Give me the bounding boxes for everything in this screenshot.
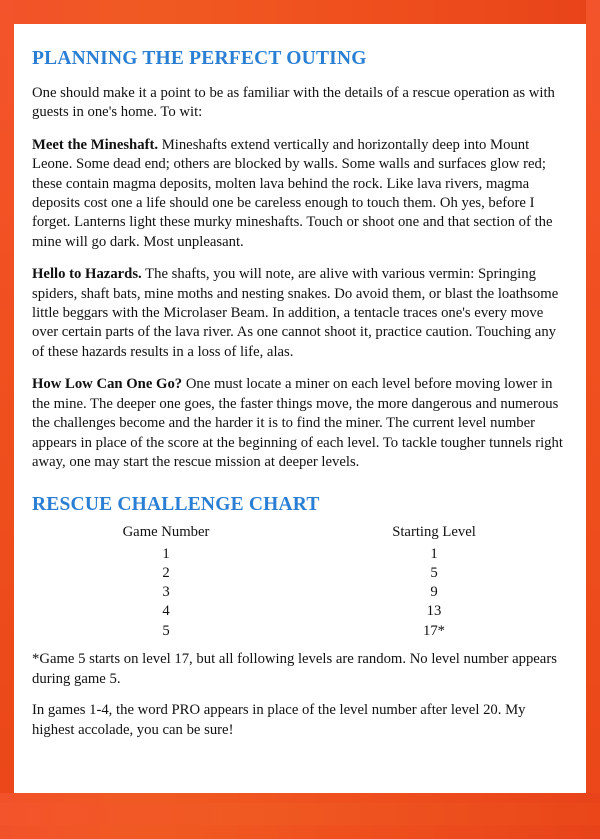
table-row <box>32 583 568 602</box>
cell-game-number: 5 <box>162 622 170 639</box>
table-footnote: *Game 5 starts on level 17, but all following levels are random. No level number appears during game 5. <box>32 651 557 687</box>
table-header <box>32 524 568 544</box>
cell-game-number: 1 <box>162 545 170 562</box>
table-header-row <box>32 524 568 544</box>
bottom-decorative-band <box>0 793 600 839</box>
top-decorative-band <box>0 0 600 24</box>
intro-paragraph: One should make it a point to be as familiar with the details of a rescue operation as with guests in one's home. To wit: <box>32 85 555 121</box>
paragraph-lead-how-low: How Low Can One Go? <box>32 376 183 393</box>
table-body <box>32 544 568 640</box>
table-row <box>32 621 568 640</box>
section-title-rescue-chart: RESCUE CHALLENGE CHART <box>32 494 320 516</box>
cell-game-number: 4 <box>162 603 170 620</box>
paragraph-hazards <box>32 265 568 362</box>
paragraph-lead-hazards: Hello to Hazards. <box>32 266 142 283</box>
rescue-challenge-table <box>32 524 568 640</box>
cell-starting-level: 17* <box>422 622 446 639</box>
cell-game-number: 2 <box>162 565 170 582</box>
bottom-decorative-band-inner <box>0 803 600 825</box>
table-row <box>32 602 568 621</box>
cell-starting-level: 5 <box>430 565 438 582</box>
section-title-planning: PLANNING THE PERFECT OUTING <box>32 48 367 69</box>
document-content <box>32 48 568 779</box>
paragraph-text-hazards: The shafts, you will note, are alive with various vermin: Springing spiders, shaft bats, mine moths and nesting snakes. Do avoid them, or blast the loathsome little beggars with the Microlaser Beam. In addition, a tentacle traces one's every move over certain parts of the lava river. As one cannot shoot it, practice caution. Touching any of these hazards results in a loss of life, alas. <box>32 266 559 360</box>
cell-game-number: 3 <box>162 584 170 601</box>
paragraph-lead-mineshaft: Meet the Mineshaft. <box>32 136 159 153</box>
left-decorative-edge <box>0 0 14 839</box>
table-row <box>32 564 568 583</box>
cell-starting-level: 1 <box>430 545 438 562</box>
right-decorative-edge <box>586 0 600 839</box>
table-header-starting-level: Starting Level <box>392 524 476 541</box>
table-row <box>32 544 568 563</box>
paragraph-text-how-low: One must locate a miner on each level before moving lower in the mine. The deeper one goes, the faster things move, the more dangerous and numerous the challenges become and the harder it is to find the miner. The current level number appears in place of the score at the beginning of each level. To tackle tougher tunnels right away, one may start the rescue mission at deeper levels. <box>32 376 563 470</box>
cell-starting-level: 13 <box>426 603 442 620</box>
paragraph-mineshaft <box>32 136 568 252</box>
table-header-game-number: Game Number <box>122 524 210 541</box>
cell-starting-level: 9 <box>430 584 438 601</box>
paragraph-how-low <box>32 375 568 472</box>
paragraph-text-mineshaft: Mineshafts extend vertically and horizontally deep into Mount Leone. Some dead end; others are blocked by walls. Some walls and surfaces glow red; these contain magma deposits, molten lava behind the rock. Like lava rivers, magma deposits cost one a life should one be careless enough to touch them. Oh yes, before I forget. Lanterns light these murky mineshafts. Touch or shoot one and that section of the mine will go dark. Most unpleasant. <box>32 136 553 250</box>
closing-paragraph: In games 1-4, the word PRO appears in place of the level number after level 20. My highest accolade, you can be sure! <box>32 702 526 738</box>
